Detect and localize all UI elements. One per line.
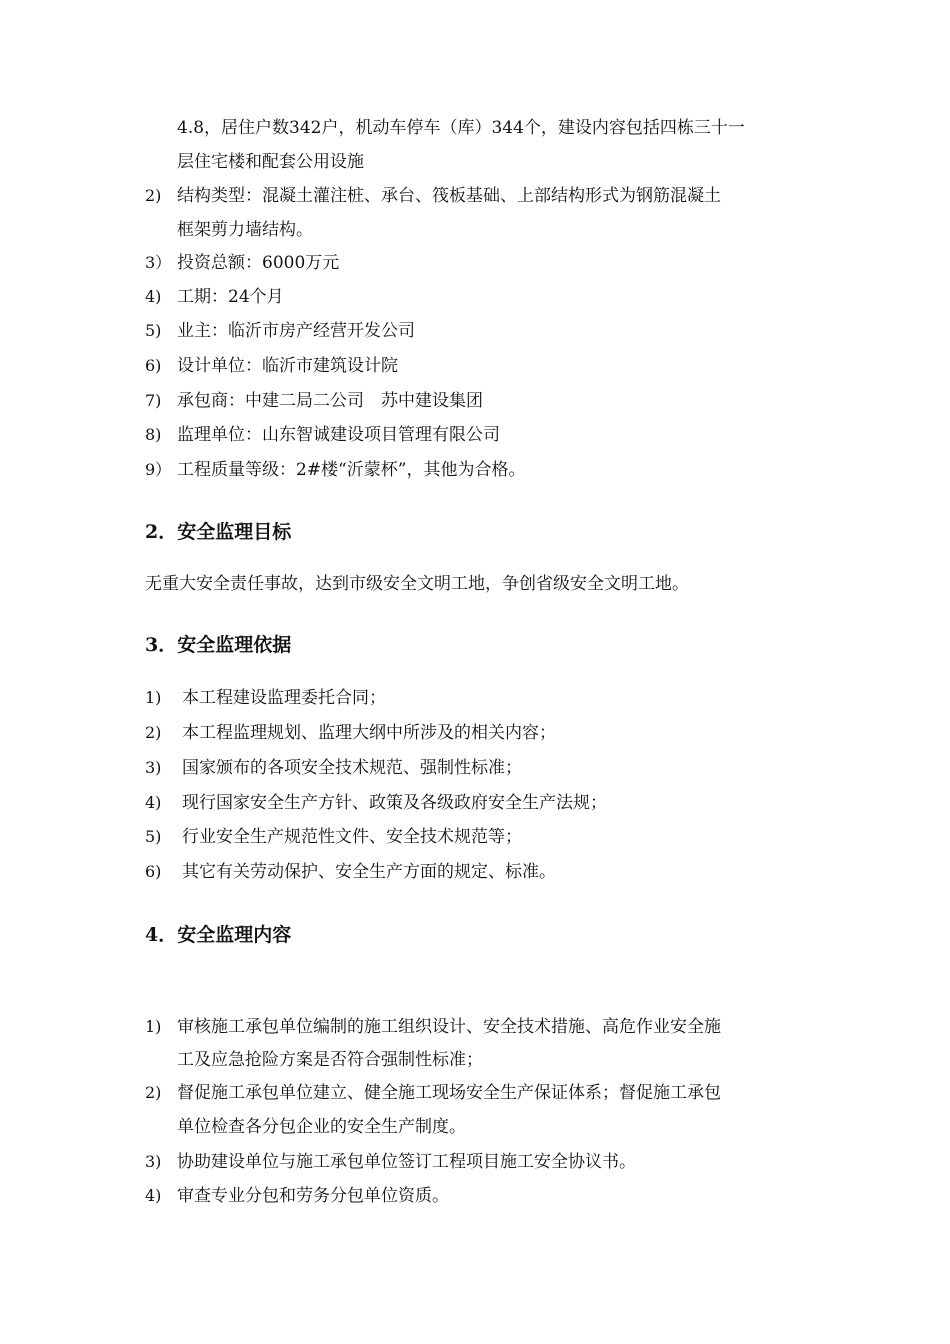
overview-continuation-line-1: 4.8，居住户数342户，机动车停车（库）344个，建设内容包括四栋三十一 — [177, 118, 745, 138]
content-item-text-continued: 工及应急抢险方案是否符合强制性标准； — [177, 1050, 483, 1070]
section-heading-safety-goals: 2．安全监理目标 — [145, 521, 292, 543]
overview-item-text-continued: 框架剪力墙结构。 — [177, 220, 313, 240]
content-item-text: 审核施工承包单位编制的施工组织设计、安全技术措施、高危作业安全施 — [177, 1017, 721, 1037]
overview-item-text: 监理单位：山东智诚建设项目管理有限公司 — [177, 425, 500, 445]
content-item-text: 审查专业分包和劳务分包单位资质。 — [177, 1186, 449, 1206]
basis-item-number: 5) — [145, 827, 162, 846]
overview-item-text: 工期：24个月 — [177, 287, 284, 307]
overview-item-number: 8) — [145, 425, 162, 444]
basis-item-text: 现行国家安全生产方针、政策及各级政府安全生产法规； — [182, 793, 607, 813]
overview-continuation-line-2: 层住宅楼和配套公用设施 — [177, 152, 364, 172]
content-item-text: 协助建设单位与施工承包单位签订工程项目施工安全协议书。 — [177, 1152, 636, 1172]
basis-item-number: 2) — [145, 723, 162, 742]
basis-item-text: 本工程建设监理委托合同； — [182, 688, 386, 708]
overview-item-number: 2) — [145, 186, 162, 205]
overview-item-number: 4) — [145, 287, 162, 306]
basis-item-text: 国家颁布的各项安全技术规范、强制性标准； — [182, 758, 522, 778]
basis-item-number: 3) — [145, 758, 162, 777]
overview-item-number: 6) — [145, 356, 162, 375]
content-item-text: 督促施工承包单位建立、健全施工现场安全生产保证体系；督促施工承包 — [177, 1083, 721, 1103]
section-body-safety-goals: 无重大安全责任事故，达到市级安全文明工地，争创省级安全文明工地。 — [145, 574, 689, 594]
overview-item-text: 承包商：中建二局二公司 苏中建设集团 — [177, 391, 483, 411]
overview-item-number: 9） — [145, 460, 172, 479]
section-heading-safety-content: 4．安全监理内容 — [145, 924, 292, 946]
overview-item-text: 业主：临沂市房产经营开发公司 — [177, 321, 415, 341]
overview-item-text: 投资总额：6000万元 — [177, 253, 340, 273]
basis-item-text: 本工程监理规划、监理大纲中所涉及的相关内容； — [182, 723, 556, 743]
content-item-number: 2) — [145, 1083, 162, 1102]
basis-item-text: 行业安全生产规范性文件、安全技术规范等； — [182, 827, 522, 847]
overview-item-number: 5) — [145, 321, 162, 340]
overview-item-text: 结构类型：混凝土灌注桩、承台、筏板基础、上部结构形式为钢筋混凝土 — [177, 186, 721, 206]
content-item-number: 3) — [145, 1152, 162, 1171]
basis-item-text: 其它有关劳动保护、安全生产方面的规定、标准。 — [182, 862, 556, 882]
overview-item-number: 3） — [145, 253, 172, 272]
basis-item-number: 4) — [145, 793, 162, 812]
basis-item-number: 1) — [145, 688, 162, 707]
overview-item-text: 设计单位：临沂市建筑设计院 — [177, 356, 398, 376]
content-item-number: 4) — [145, 1186, 162, 1205]
overview-item-number: 7) — [145, 391, 162, 410]
content-item-number: 1) — [145, 1017, 162, 1036]
overview-item-text: 工程质量等级：2#楼“沂蒙杯”，其他为合格。 — [177, 460, 526, 480]
basis-item-number: 6) — [145, 862, 162, 881]
content-item-text-continued: 单位检查各分包企业的安全生产制度。 — [177, 1117, 466, 1137]
section-heading-safety-basis: 3．安全监理依据 — [145, 634, 292, 656]
